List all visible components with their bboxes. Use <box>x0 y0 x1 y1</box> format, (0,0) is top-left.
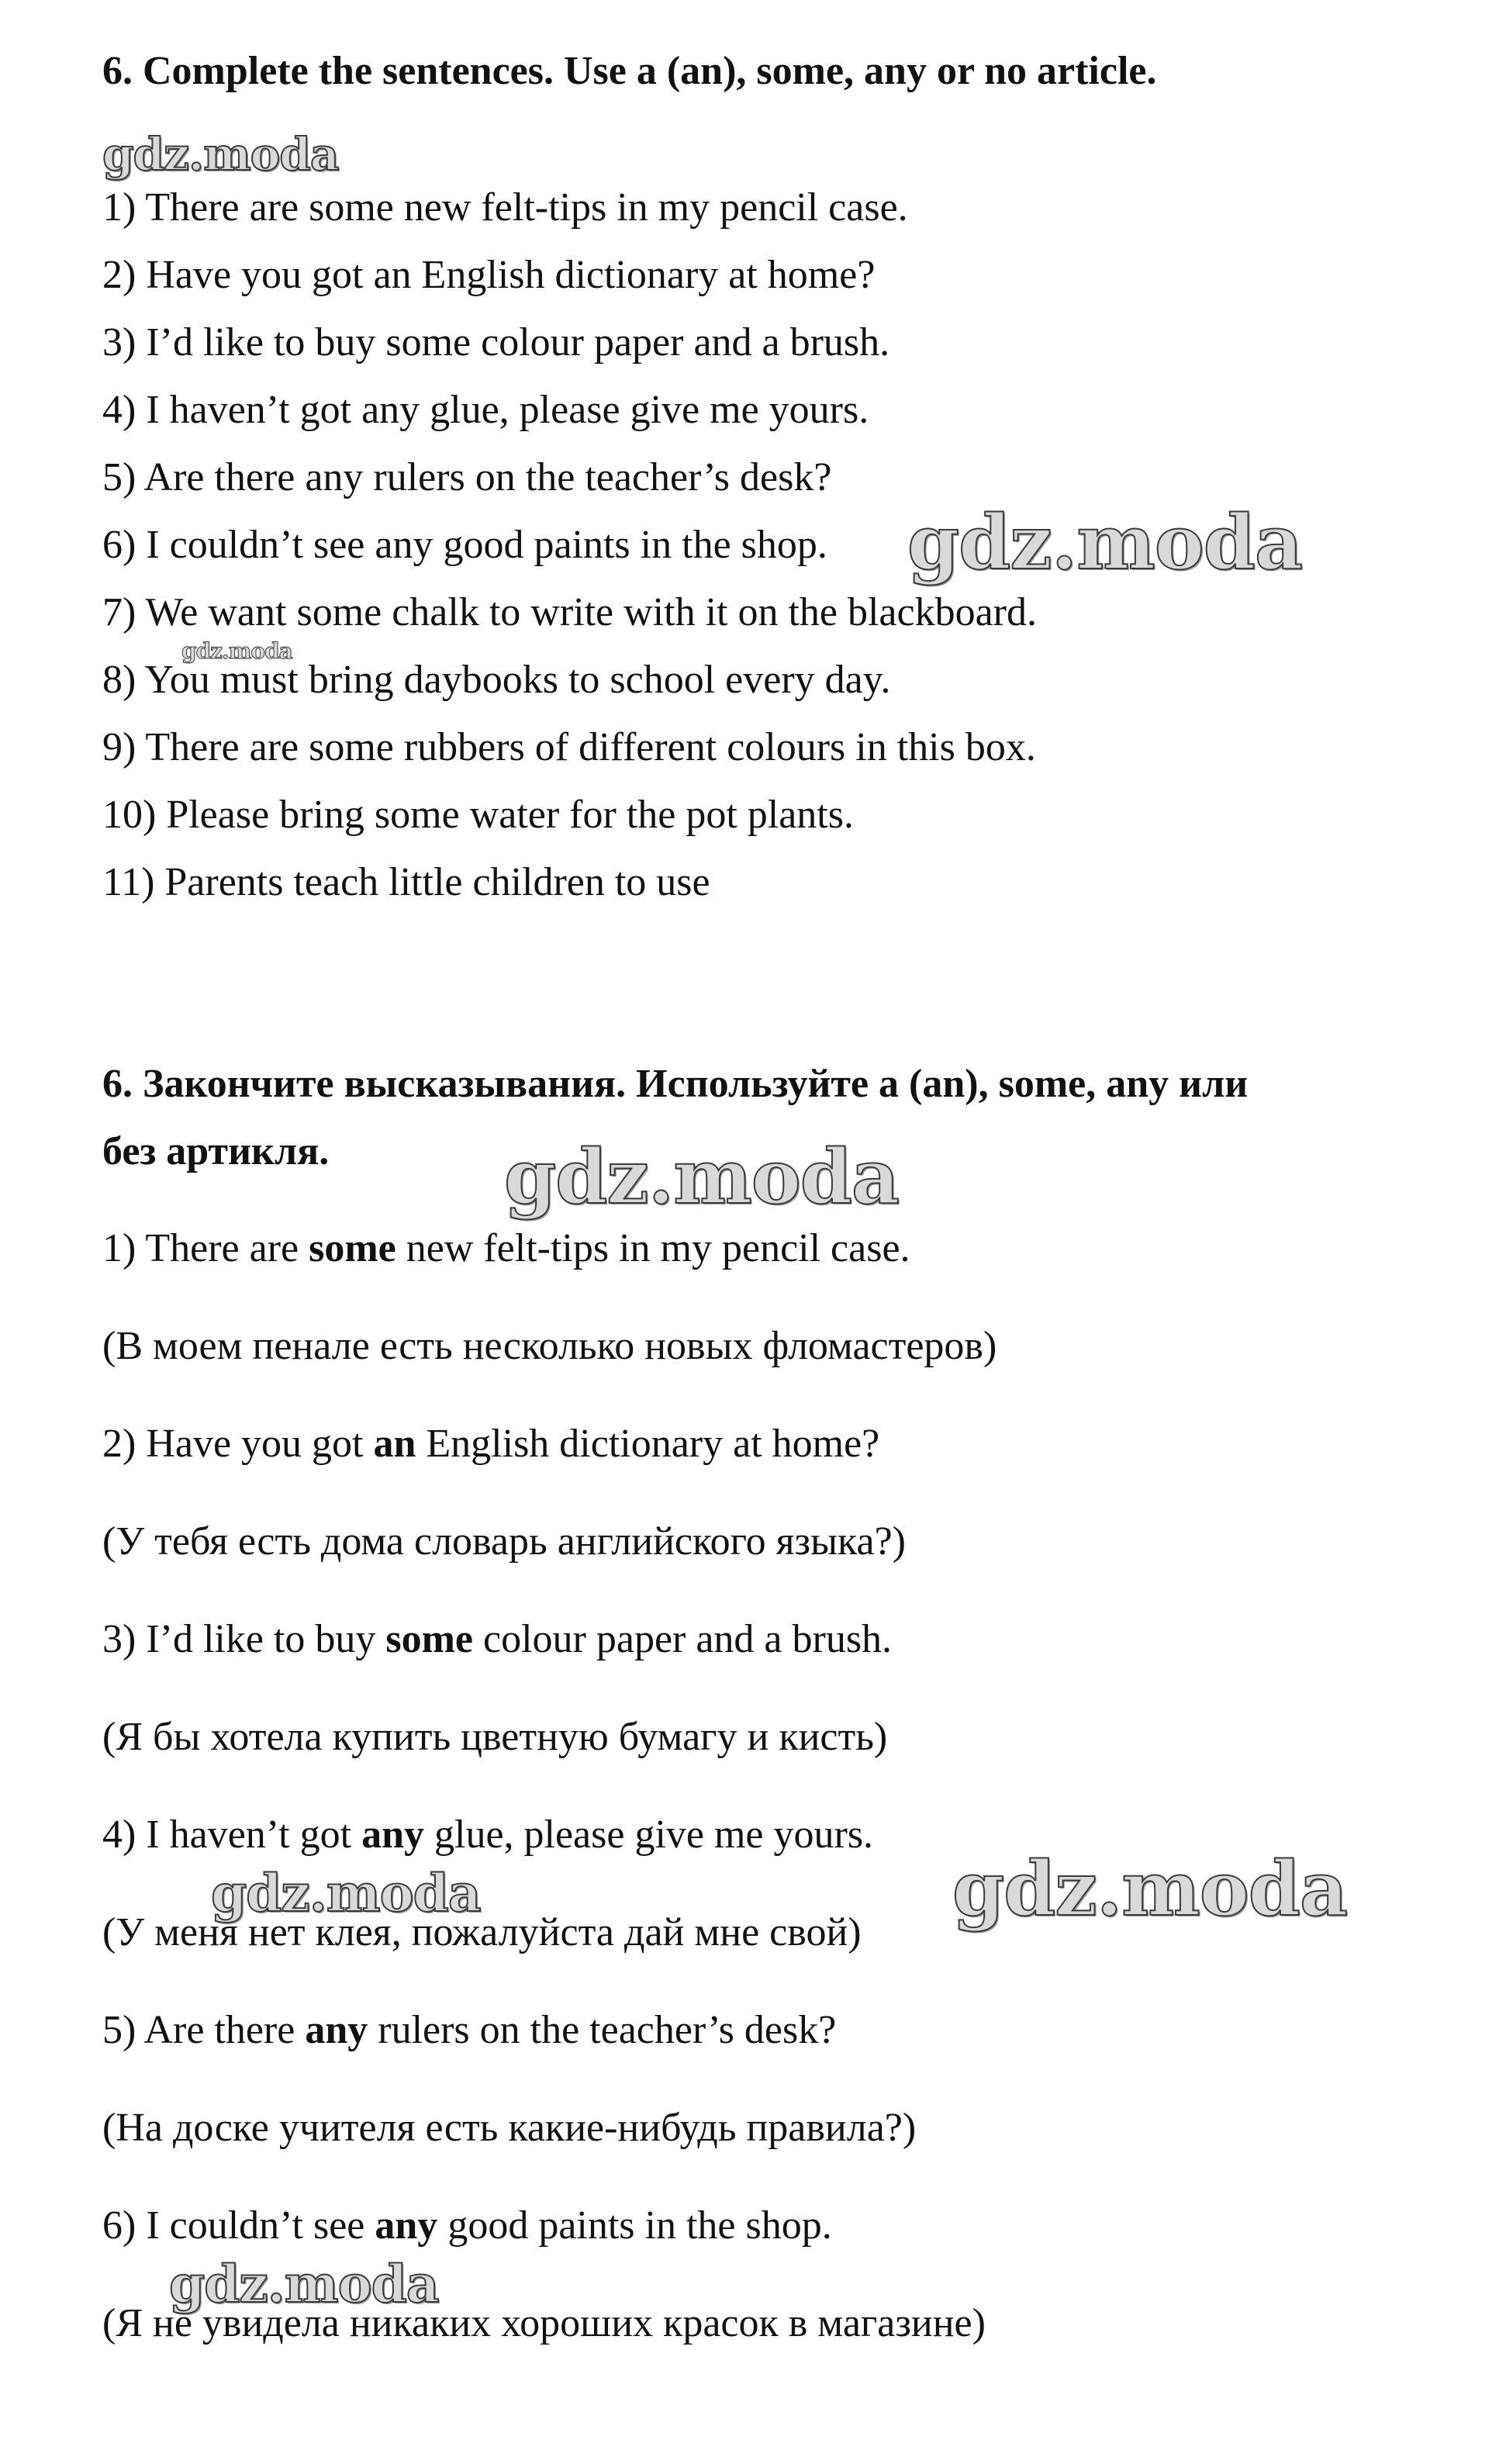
exercise-line: 2) Have you got an English dictionary at home? <box>102 253 876 297</box>
answer-text: good paints in the shop. <box>437 2203 832 2248</box>
answer-article: an <box>373 1422 416 1466</box>
answer-text: rulers on the teacher’s desk? <box>368 2008 837 2052</box>
answer-text: glue, please give me yours. <box>424 1813 874 1857</box>
answer-line <box>102 2007 836 2054</box>
answer-article: any <box>375 2203 438 2248</box>
answer-text: 3) I’d like to buy <box>102 1617 386 1661</box>
exercise-heading-ru-line2: без артикля. <box>102 1129 330 1173</box>
exercise-line: 8) You must bring daybooks to school every day. <box>102 658 891 702</box>
watermark-logo: gdz.moda <box>211 1863 481 1923</box>
answer-text: 5) Are there <box>102 2008 306 2052</box>
exercise-line: 9) There are some rubbers of different colours in this box. <box>102 725 1036 769</box>
answer-text: colour paper and a brush. <box>473 1617 893 1661</box>
watermark-logo: gdz.moda <box>181 638 292 664</box>
exercise-line: 6) I couldn’t see any good paints in the shop. <box>102 523 827 567</box>
translation-line: (Я не увидела никаких хороших красок в магазине) <box>102 2301 986 2345</box>
watermark-logo: gdz.moda <box>504 1133 900 1221</box>
exercise-line: 11) Parents teach little children to use <box>102 860 710 904</box>
watermark-logo: gdz.moda <box>102 128 339 181</box>
translation-line: (У меня нет клея, пожалуйста дай мне свой) <box>102 1910 862 1954</box>
exercise-line: 10) Please bring some water for the pot plants. <box>102 793 854 837</box>
answer-text: English dictionary at home? <box>416 1422 880 1466</box>
answer-text: 4) I haven’t got <box>102 1813 362 1857</box>
answer-line <box>102 1812 873 1858</box>
translation-line: (Я бы хотела купить цветную бумагу и кисть) <box>102 1715 888 1759</box>
watermark-logo: gdz.moda <box>952 1845 1348 1933</box>
answer-line <box>102 1616 892 1663</box>
exercise-line: 3) I’d like to buy some colour paper and a brush. <box>102 320 890 365</box>
answer-text: 2) Have you got <box>102 1422 374 1466</box>
exercise-heading-ru-line1: 6. Закончите высказывания. Используйте a (an), some, any или <box>102 1062 1249 1106</box>
answer-text: 6) I couldn’t see <box>102 2203 375 2248</box>
exercise-line: 4) I haven’t got any glue, please give me yours. <box>102 388 869 432</box>
exercise-line: 5) Are there any rulers on the teacher’s desk? <box>102 455 832 499</box>
exercise-heading-en: 6. Complete the sentences. Use a (an), some, any or no article. <box>102 49 1157 93</box>
exercise-line: 7) We want some chalk to write with it on the blackboard. <box>102 590 1037 634</box>
answer-article: some <box>385 1617 474 1661</box>
answer-line <box>102 1225 910 1272</box>
answer-text: 1) There are <box>102 1226 309 1270</box>
answer-article: any <box>361 1813 424 1857</box>
translation-line: (На доске учителя есть какие-нибудь правила?) <box>102 2106 917 2150</box>
translation-line: (У тебя есть дома словарь английского языка?) <box>102 1519 906 1564</box>
answer-article: some <box>309 1226 396 1270</box>
answer-text: new felt-tips in my pencil case. <box>395 1226 910 1270</box>
answer-line <box>102 2203 832 2249</box>
answer-line <box>102 1421 879 1467</box>
watermark-logo: gdz.moda <box>907 499 1303 586</box>
exercise-line: 1) There are some new felt-tips in my pencil case. <box>102 185 908 230</box>
translation-line: (В моем пенале есть несколько новых фломастеров) <box>102 1324 997 1368</box>
answer-article: any <box>305 2008 368 2052</box>
watermark-logo: gdz.moda <box>169 2254 439 2314</box>
